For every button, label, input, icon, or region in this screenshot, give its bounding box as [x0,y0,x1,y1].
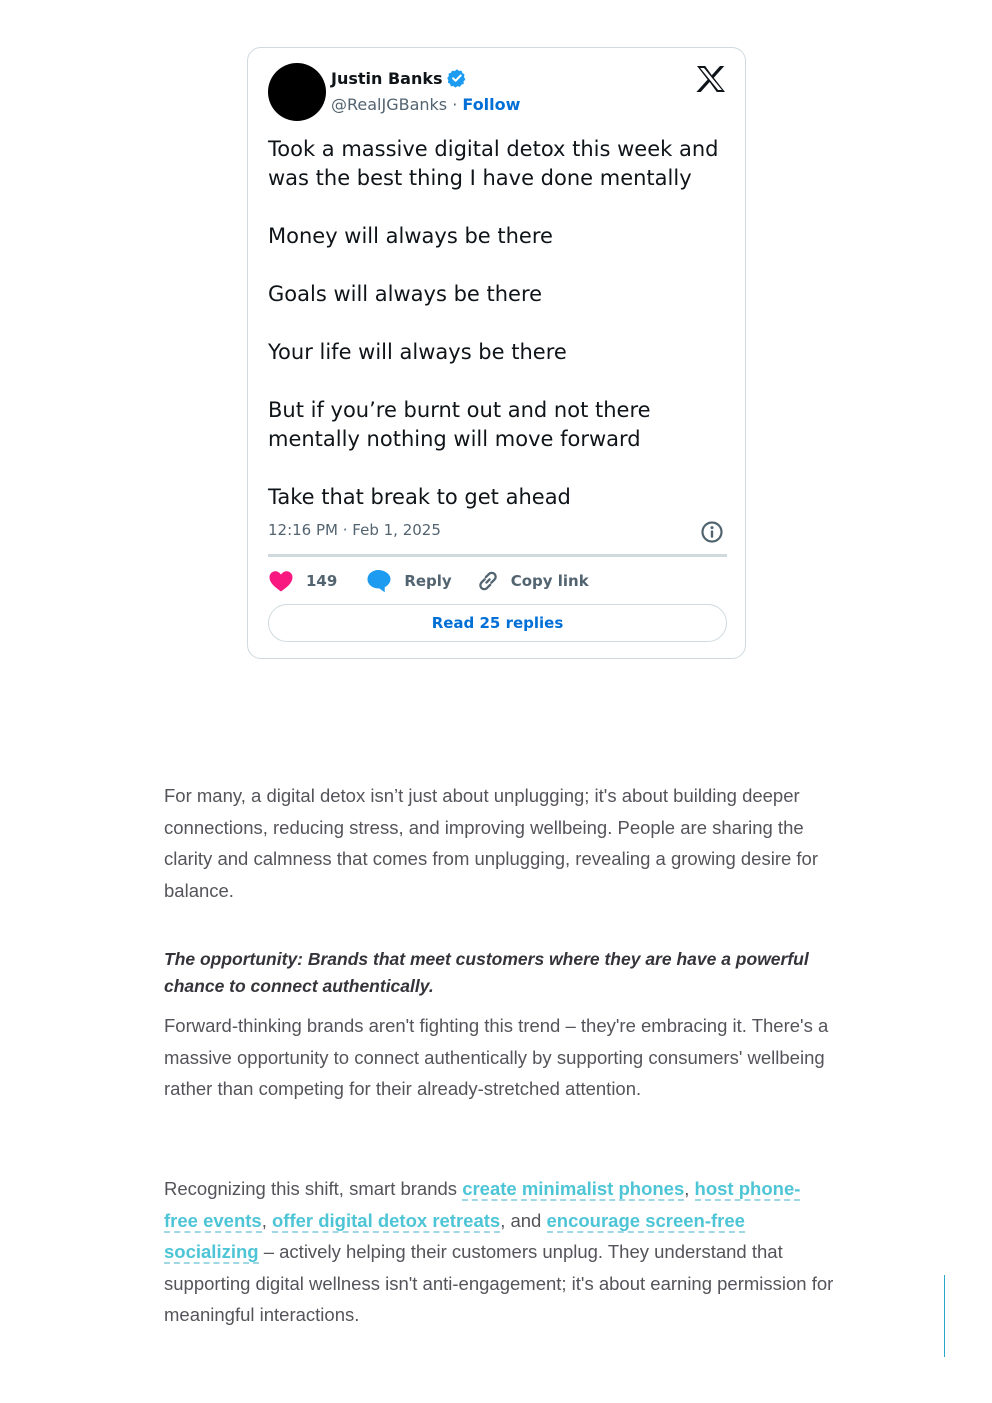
handle-row [331,95,520,114]
opportunity-callout: The opportunity: Brands that meet customers where they are have a powerful chance to connect authentically. [164,949,809,996]
author-handle[interactable]: @RealJGBanks [331,95,448,114]
like-count: 149 [306,572,338,590]
copy-link-label: Copy link [510,572,589,590]
reply-action[interactable] [366,568,451,594]
info-icon[interactable] [700,520,724,544]
tweet-embed-card [247,47,746,659]
author-name[interactable]: Justin Banks [331,68,443,88]
tweet-actions [268,566,589,596]
para3-sep2: , [261,1209,272,1231]
handle-separator: · [447,95,463,114]
reply-label: Reply [404,572,452,590]
link-icon[interactable] [476,569,500,593]
link-screen-free-socializing[interactable]: encourage screen-free socializing [164,1209,745,1262]
like-action[interactable] [268,569,337,593]
tweet-divider [268,554,727,557]
scroll-indicator[interactable] [944,1275,945,1357]
read-replies-button[interactable]: Read 25 replies [268,604,727,642]
para3-outro: – actively helping their customers unplug. They understand that supporting digital wellness isn't anti-engagement; it's about earning permission for meaningful interactions. [164,1241,834,1325]
paragraph-smart-brands [164,1173,834,1331]
x-logo-icon[interactable] [696,65,726,93]
verified-badge-icon [447,68,467,88]
link-phone-free-events[interactable]: host phone-free events [164,1178,801,1231]
para3-sep3: , and [500,1209,547,1231]
copy-link-action[interactable] [476,569,589,593]
author-name-row[interactable] [331,68,467,88]
tweet-timestamp[interactable]: 12:16 PM · Feb 1, 2025 [268,521,441,539]
para3-intro: Recognizing this shift, smart brands [164,1178,463,1199]
link-digital-detox-retreats[interactable]: offer digital detox retreats [271,1209,501,1231]
tweet-text: Took a massive digital detox this week and was the best thing I have done mentally Money will always be there Goals will always be there Your life will always be there But if you’re burnt out and not there mentally nothing will move forward Take that break to get ahead [268,137,719,509]
paragraph-digital-detox: For many, a digital detox isn’t just about unplugging; it's about building deeper connections, reducing stress, and improving wellbeing. People are sharing the clarity and calmness that comes from unplugging, revealing a growing desire for balance. [164,785,818,901]
para3-sep1: , [684,1178,695,1199]
avatar[interactable] [268,63,326,121]
heart-icon[interactable] [268,569,294,593]
reply-bubble-icon[interactable] [366,568,392,594]
link-minimalist-phones[interactable]: create minimalist phones [462,1178,685,1199]
paragraph-forward-thinking: Forward-thinking brands aren't fighting this trend – they're embracing it. There's a massive opportunity to connect authentically by supporting consumers' wellbeing rather than competing for their already-stretched attention. [164,1015,829,1099]
follow-link[interactable]: Follow [462,95,521,114]
